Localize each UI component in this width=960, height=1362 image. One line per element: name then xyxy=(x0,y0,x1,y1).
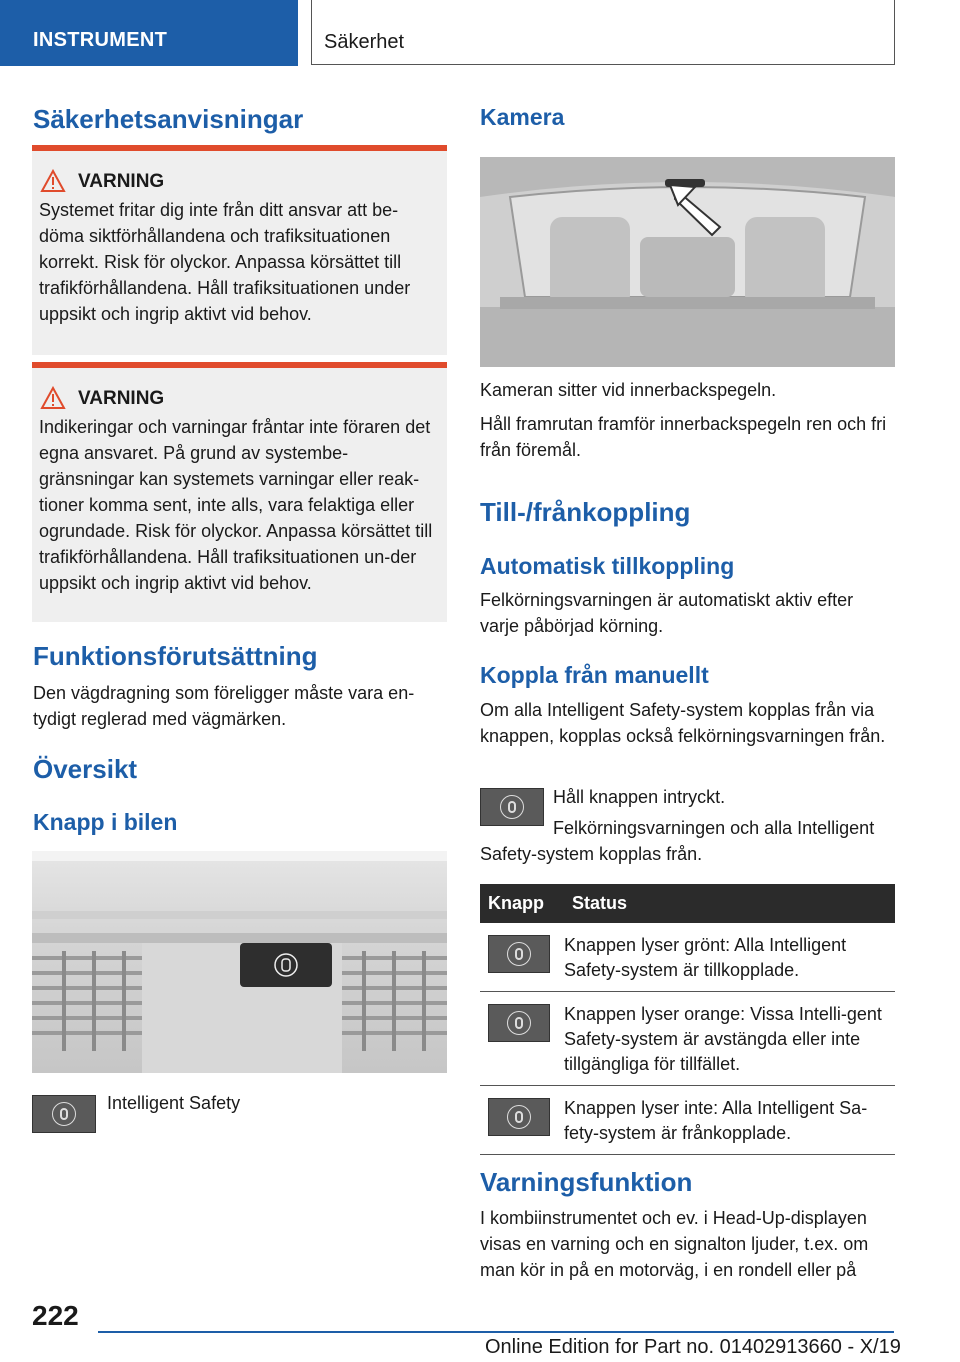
edition-text: Online Edition for Part no. 01402913660 - X/19 xyxy=(485,1336,901,1358)
warning-icon xyxy=(40,386,66,410)
warning-box-1 xyxy=(32,145,447,355)
warning-text: Systemet fritar dig inte från ditt ansvar att be-döma siktförhållandena och trafiksituationen korrekt. Risk för olyckor. Anpassa körsättet till trafikförhållandena. Håll trafiksituationen under uppsikt och ingrip aktivt vid behov. xyxy=(39,200,411,324)
status-cell: Knappen lyser grönt: Alla Intelligent Safety-system är tillkopplade. xyxy=(564,923,895,992)
section-heading-overview: Översikt xyxy=(33,754,138,784)
button-caption: Intelligent Safety xyxy=(107,1093,241,1113)
section-heading-warning-function: Varningsfunktion xyxy=(480,1167,693,1197)
camera-interior-image xyxy=(480,157,895,367)
section-heading-toggle: Till-/frånkoppling xyxy=(480,497,691,527)
status-table xyxy=(480,884,895,1155)
warning-icon xyxy=(40,169,66,193)
dashboard-button-image xyxy=(32,851,447,1073)
table-row xyxy=(480,923,895,992)
warning-text: Indikeringar och varningar fråntar inte föraren det egna ansvaret. På grund av systembe-gränsningar kan systemets varningar eller reak-tioner komma sent, inte alls, vara felaktiga eller ogrundade. Risk för olyckor. Anpassa körsättet till trafikförhållandena. Håll trafiksituationen un-der uppsikt och ingrip aktivt vid behov. xyxy=(39,417,433,593)
button-green-icon xyxy=(488,935,550,973)
warning-function-text: I kombiinstrumentet och ev. i Head-Up-displayen visas en varning och en signalton ljuder, t.ex. om man kör in på en motorväg, i en rondell eller på xyxy=(480,1208,869,1280)
function-text: Den vägdragning som föreligger måste vara en-tydigt reglerad med vägmärken. xyxy=(33,683,415,729)
warning-box-2 xyxy=(32,362,447,622)
section-tab xyxy=(0,0,298,66)
col-header-status: Status xyxy=(564,884,895,923)
warning-label: VARNING xyxy=(78,171,165,192)
footer-divider xyxy=(98,1331,894,1333)
subheading-button: Knapp i bilen xyxy=(33,809,178,835)
warning-label: VARNING xyxy=(78,388,165,409)
section-heading-camera: Kamera xyxy=(480,104,565,130)
status-cell: Knappen lyser inte: Alla Intelligent Sa-fety-system är frånkopplade. xyxy=(564,1086,895,1155)
hold-result: Felkörningsvarningen och alla Intelligent Safety-system kopplas från. xyxy=(480,818,875,864)
camera-text-2: Håll framrutan framför innerbackspegeln ren och fri från föremål. xyxy=(480,414,887,460)
subheading-auto: Automatisk tillkoppling xyxy=(480,553,735,579)
topic-label: Säkerhet xyxy=(324,31,405,53)
button-off-icon xyxy=(488,1098,550,1136)
page-title: Säkerhetsanvisningar xyxy=(33,104,304,134)
hold-instruction: Håll knappen intryckt. xyxy=(553,787,726,807)
page-number: 222 xyxy=(32,1300,79,1331)
button-orange-icon xyxy=(488,1004,550,1042)
table-row xyxy=(480,992,895,1086)
camera-text-1: Kameran sitter vid innerbackspegeln. xyxy=(480,380,777,400)
intelligent-safety-button-icon xyxy=(32,1095,96,1133)
manual-text: Om alla Intelligent Safety-system kopplas från via knappen, kopplas också felkörningsvarningen från. xyxy=(480,700,886,746)
table-row xyxy=(480,1086,895,1155)
section-label: INSTRUMENT xyxy=(33,29,168,51)
status-cell: Knappen lyser orange: Vissa Intelli-gent Safety-system är avstängda eller inte tillgängliga för tillfället. xyxy=(564,992,895,1086)
auto-text: Felkörningsvarningen är automatiskt aktiv efter varje påbörjad körning. xyxy=(480,590,854,636)
section-heading-function: Funktionsförutsättning xyxy=(33,641,318,671)
topic-tab xyxy=(311,0,895,65)
subheading-manual: Koppla från manuellt xyxy=(480,662,709,688)
col-header-button: Knapp xyxy=(480,884,564,923)
